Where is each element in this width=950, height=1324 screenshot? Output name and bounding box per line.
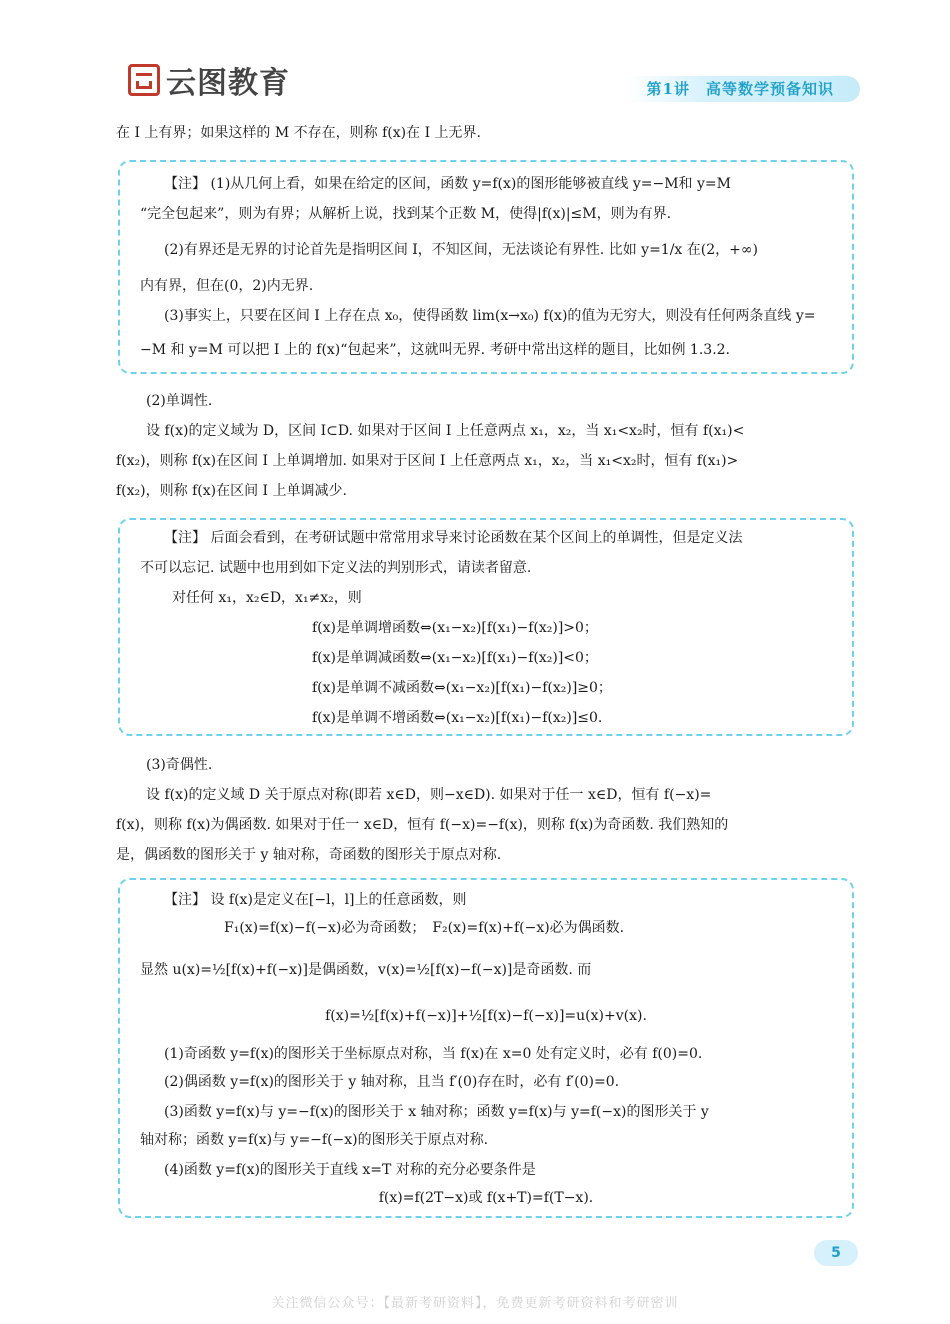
note1-line4: 内有界，但在(0，2)内无界. — [140, 278, 314, 294]
note3-line5: (1)奇函数 y=f(x)的图形关于坐标原点对称，当 f(x)在 x=0 处有定义时，必有 f(0)=0. — [164, 1046, 703, 1062]
note-box-parity — [118, 878, 854, 1218]
note1-line1: 【注】 (1)从几何上看，如果在给定的区间，函数 y=f(x)的图形能够被直线 y=−M和 y=M — [164, 176, 731, 192]
mono-para3: f(x₂)，则称 f(x)在区间 I 上单调减少. — [116, 483, 347, 499]
note2-formula3: f(x)是单调不减函数⇔(x₁−x₂)[f(x₁)−f(x₂)]≥0； — [312, 680, 612, 696]
footer-watermark: 关注微信公众号：【最新考研资料】，免费更新考研资料和考研密训 — [271, 1296, 679, 1311]
brand-name: 云图教育 — [166, 66, 290, 101]
note3-line6: (2)偶函数 y=f(x)的图形关于 y 轴对称，且当 f′(0)存在时，必有 f′(0)=0. — [164, 1074, 620, 1090]
note1-line5: (3)事实上，只要在区间 I 上存在点 x₀，使得函数 lim(x→x₀) f(x)的值为无穷大，则没有任何两条直线 y= — [164, 308, 816, 324]
page-number: 5 — [814, 1240, 858, 1266]
parity-para2: f(x)，则称 f(x)为偶函数. 如果对于任一 x∈D，恒有 f(−x)=−f(x)，则称 f(x)为奇函数. 我们熟知的 — [116, 817, 729, 833]
logo-icon — [128, 64, 160, 96]
parity-para1: 设 f(x)的定义域 D 关于原点对称(即若 x∈D，则−x∈D). 如果对于任一 x∈D，恒有 f(−x)= — [146, 787, 712, 803]
parity-para3: 是，偶函数的图形关于 y 轴对称，奇函数的图形关于原点对称. — [116, 847, 502, 863]
note3-line4: f(x)=½[f(x)+f(−x)]+½[f(x)−f(−x)]=u(x)+v(x). — [325, 1008, 647, 1024]
intro-line: 在 I 上有界；如果这样的 M 不存在，则称 f(x)在 I 上无界. — [116, 125, 481, 141]
note1-line3: (2)有界还是无界的讨论首先是指明区间 I，不知区间，无法谈论有界性. 比如 y=1/x 在(2，+∞) — [164, 242, 758, 258]
note2-formula4: f(x)是单调不增函数⇔(x₁−x₂)[f(x₁)−f(x₂)]≤0. — [312, 710, 603, 726]
note1-line2: “完全包起来”，则为有界；从解析上说，找到某个正数 M，使得|f(x)|≤M，则为有界. — [140, 206, 672, 222]
parity-title: (3)奇偶性. — [146, 757, 213, 773]
note3-line9: (4)函数 y=f(x)的图形关于直线 x=T 对称的充分必要条件是 — [164, 1162, 536, 1178]
note2-line3: 对任何 x₁，x₂∈D，x₁≠x₂，则 — [172, 590, 362, 606]
note2-formula2: f(x)是单调减函数⇔(x₁−x₂)[f(x₁)−f(x₂)]<0； — [312, 650, 598, 666]
mono-para2: f(x₂)，则称 f(x)在区间 I 上单调增加. 如果对于区间 I 上任意两点 x₁，x₂，当 x₁<x₂时，恒有 f(x₁)> — [116, 453, 739, 469]
mono-para1: 设 f(x)的定义域为 D，区间 I⊂D. 如果对于区间 I 上任意两点 x₁，x₂，当 x₁<x₂时，恒有 f(x₁)< — [146, 423, 745, 439]
note2-line2: 不可以忘记. 试题中也用到如下定义法的判别形式，请读者留意. — [140, 560, 532, 576]
note3-line8: 轴对称；函数 y=f(x)与 y=−f(−x)的图形关于原点对称. — [140, 1132, 489, 1148]
note2-formula1: f(x)是单调增函数⇔(x₁−x₂)[f(x₁)−f(x₂)]>0； — [312, 620, 598, 636]
note3-line10: f(x)=f(2T−x)或 f(x+T)=f(T−x). — [378, 1190, 594, 1206]
note-box-monotonic — [118, 518, 854, 736]
note3-line3: 显然 u(x)=½[f(x)+f(−x)]是偶函数，v(x)=½[f(x)−f(−x)]是奇函数. 而 — [140, 962, 592, 978]
note3-line2: F₁(x)=f(x)−f(−x)必为奇函数； F₂(x)=f(x)+f(−x)必为偶函数. — [224, 920, 625, 936]
note-box-boundedness — [118, 160, 854, 374]
note2-line1: 【注】 后面会看到，在考研试题中常常用求导来讨论函数在某个区间上的单调性，但是定义法 — [164, 530, 743, 546]
note1-line6: −M 和 y=M 可以把 I 上的 f(x)“包起来”，这就叫无界. 考研中常出这样的题目，比如例 1.3.2. — [140, 342, 731, 358]
note3-line1: 【注】 设 f(x)是定义在[−l，l]上的任意函数，则 — [164, 892, 467, 908]
mono-title: (2)单调性. — [146, 393, 213, 409]
chapter-tag: 第1讲 高等数学预备知识 — [627, 76, 860, 102]
note3-line7: (3)函数 y=f(x)与 y=−f(x)的图形关于 x 轴对称；函数 y=f(x)与 y=f(−x)的图形关于 y — [164, 1104, 709, 1120]
brand-logo — [128, 58, 290, 102]
